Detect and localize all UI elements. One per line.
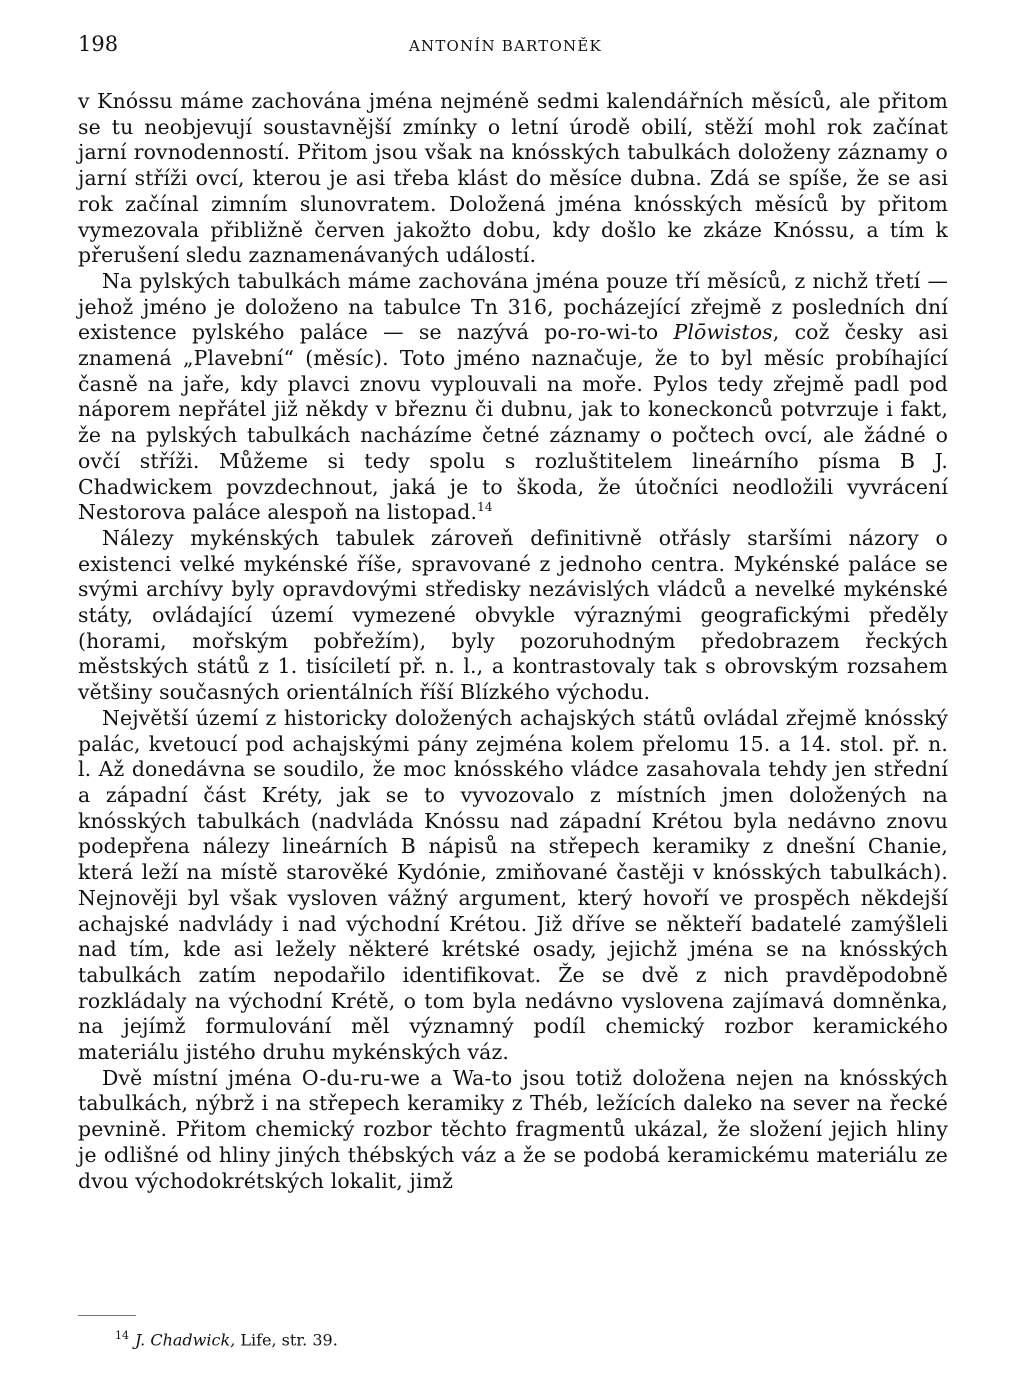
footnote-number: 14 bbox=[115, 1329, 129, 1342]
footnote-divider bbox=[78, 1315, 136, 1316]
paragraph-2-italic-word: Plōwistos bbox=[673, 320, 773, 345]
paragraph-2-text-after-italic: , což česky asi znamená „Plavební“ (měsíc). Toto jméno naznačuje, že to byl měsíc probíhající časně na jaře, kdy plavci znovu vyplouvali na moře. Pylos tedy zřejmě padl pod náporem nepřátel již někdy v březnu či dubnu, jak to koneckonců potvrzuje i fakt, že na pylských tabulkách nacházíme četné záznamy o počtech ovcí, ale žádné o ovčí stříži. Můžeme si tedy spolu s rozluštitelem lineárního písma B J. Chadwickem povzdechnout, jaká je to škoda, že útočníci neodložili vyvrácení Nestorova paláce alespoň na listopad. bbox=[78, 320, 948, 525]
running-head: ANTONÍN BARTONĚK bbox=[409, 37, 602, 55]
footnote bbox=[115, 1326, 338, 1350]
page-number: 198 bbox=[78, 32, 119, 56]
body-text bbox=[78, 89, 948, 1194]
paragraph-2-text-before-italic: Na pylských tabulkách máme zachována jména pouze tří měsíců, z nichž třetí — jehož jméno je doloženo na tabulce Tn 316, pocházející zřejmě z posledních dní existence pylského paláce — se nazývá po-ro-wi-to bbox=[78, 268, 948, 345]
paragraph-3: Nálezy mykénských tabulek zároveň definitivně otřásly staršími názory o existenci velké mykénské říše, spravované z jednoho centra. Mykénské paláce se svými archívy byly opravdovými středisky nezávislých vládců a nevelké mykénské státy, ovládající území vymezené obvykle výraznými geografickými předěly (horami, mořským pobřežím), byly pozoruhodným předobrazem řeckých městských států z 1. tisíciletí př. n. l., a kontrastovaly tak s obrovským rozsahem většiny současných orientálních říší Blízkého východu. bbox=[78, 525, 948, 705]
footnote-reference[interactable]: 14 bbox=[477, 500, 493, 515]
paragraph-5: Dvě místní jména O-du-ru-we a Wa-to jsou totiž doložena nejen na knósských tabulkách, nýbrž i na střepech keramiky z Théb, ležících daleko na sever na řecké pevnině. Přitom chemický rozbor těchto fragmentů ukázal, že složení jejich hliny je odlišné od hliny jiných thébských váz a že se podobá keramickému materiálu ze dvou východokrétských lokalit, jimž bbox=[78, 1065, 948, 1193]
paragraph-2 bbox=[78, 269, 948, 526]
paragraph-1: v Knóssu máme zachována jména nejméně sedmi kalendářních měsíců, ale přitom se tu neobjevují soustavnější zmínky o letní úrodě obilí, stěží mohl rok začínat jarní rovnodenností. Přitom jsou však na knósských tabulkách doloženy záznamy o jarní stříži ovcí, kterou je asi třeba klást do měsíce dubna. Zdá se spíše, že se asi rok začínal zimním slunovratem. Doložená jména knósských měsíců by přitom vymezovala přibližně červen jakožto dobu, kdy došlo ke zkáze Knóssu, a tím k přerušení sledu zaznamenávaných událostí. bbox=[78, 89, 948, 268]
footnote-author: J. Chadwick, bbox=[135, 1330, 236, 1350]
page-header bbox=[78, 32, 948, 60]
paragraph-4: Největší území z historicky doložených achajských států ovládal zřejmě knósský palác, kvetoucí pod achajskými pány zejména kolem přelomu 15. a 14. stol. př. n. l. Až donedávna se soudilo, že moc knósského vládce zasahovala tehdy jen střední a západní část Kréty, jak se to vyvozovalo z místních jmen doložených na knósských tabulkách (nadvláda Knóssu nad západní Krétou byla nedávno znovu podepřena nálezy lineárních B nápisů na střepech keramiky z dnešní Chanie, která leží na místě starověké Kydónie, zmiňované častěji v knósských tabulkách). Nejnověji byl však vysloven vážný argument, který hovoří ve prospěch někdejší achajské nadvlády i nad východní Krétou. Již dříve se někteří badatelé zamýšleli nad tím, kde asi ležely některé krétské osady, jejichž jména se na knósských tabulkách zatím nepodařilo identifikovat. Že se dvě z nich pravděpodobně rozkládaly na východní Krétě, o tom byla nedávno vyslovena zajímavá domněnka, na jejímž formulování měl významný podíl chemický rozbor keramického materiálu jistého druhu mykénských váz. bbox=[78, 705, 948, 1065]
footnote-text: Life, str. 39. bbox=[235, 1330, 338, 1350]
